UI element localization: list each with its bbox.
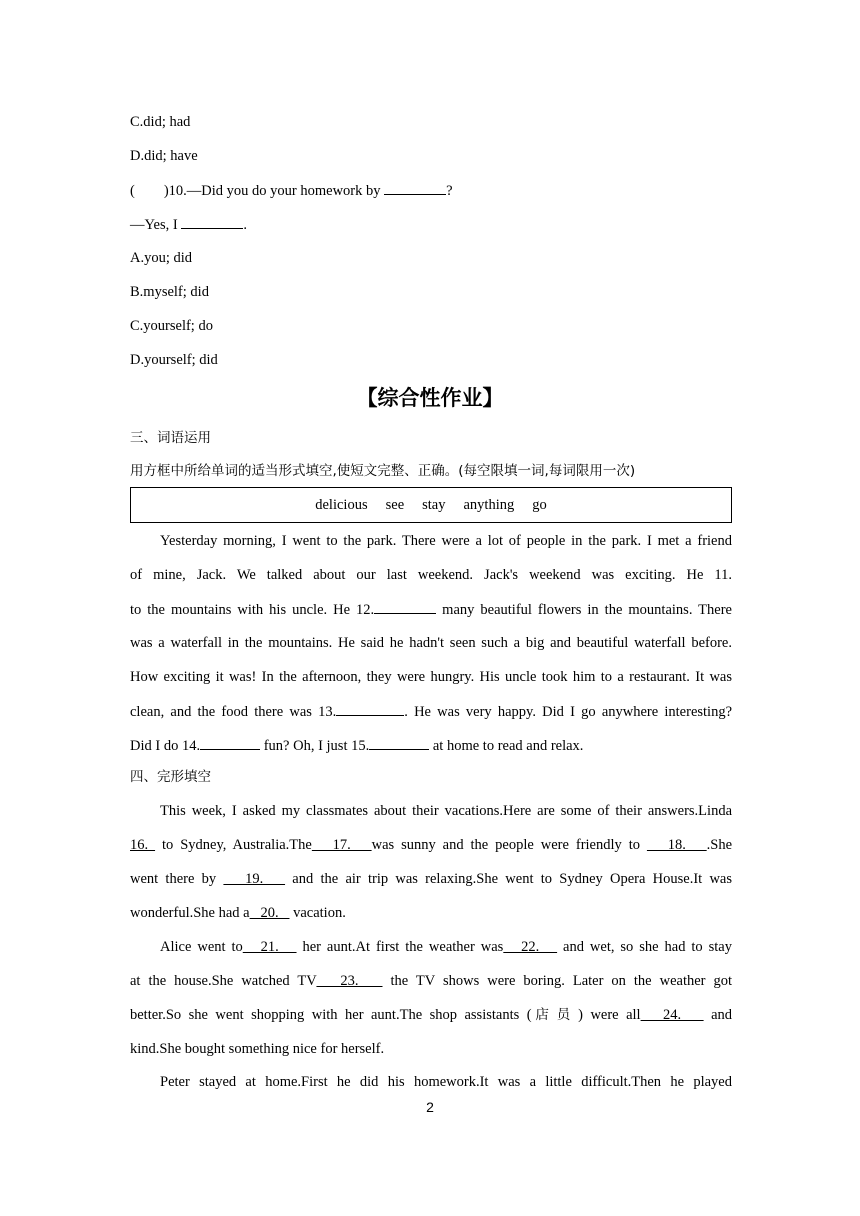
q9-option-c: C.did; had [130,114,191,130]
cloze-blank-24[interactable]: 24. [640,1007,704,1023]
q10-option-d: D.yourself; did [130,352,218,368]
passage2-text: at the house.She watched TV [130,973,317,989]
answer-blank[interactable] [384,180,446,195]
cloze-blank-17[interactable]: 17. [311,837,372,853]
cloze-blank-19[interactable]: 19. [223,871,286,887]
part4-heading: 四、完形填空 [130,769,211,785]
q10-answer-end: . [243,217,247,233]
passage2-text: vacation. [289,905,346,921]
q10-stem [130,180,453,201]
passage2-line [130,1005,732,1025]
passage2-line [130,903,732,923]
passage2-line [130,869,732,889]
q10-stem-text: 10.—Did you do your homework by [168,183,385,199]
passage1-line [130,735,732,756]
passage1-line: How exciting it was! In the afternoon, they were hungry. His uncle took him to a restaurant. It was [130,669,732,685]
word-box-item: delicious [315,496,368,513]
passage2-line: kind.She bought something nice for herself. [130,1041,385,1057]
passage2-line: Peter stayed at home.First he did his homework.It was a little difficult.Then he played [160,1074,732,1090]
word-box-item: anything [463,496,515,513]
word-box [130,487,732,523]
cloze-blank-22[interactable]: 22. [503,939,558,955]
q10-option-c: C.yourself; do [130,318,213,334]
passage1-text: . He was very happy. Did I go anywhere interesting? [404,704,733,720]
passage1-line [130,599,732,620]
answer-blank[interactable] [369,735,429,750]
word-box-item: see [385,496,405,513]
cloze-blank-16[interactable]: 16. [130,837,156,853]
answer-blank[interactable] [181,214,243,229]
passage2-text: her aunt.At first the weather was [296,939,504,955]
passage1-line: of mine, Jack. We talked about our last weekend. Jack's weekend was exciting. He 11. [130,567,732,583]
q10-answer-prefix: —Yes, I [130,217,182,233]
passage1-text: clean, and the food there was 13. [130,704,337,720]
passage1-text: at home to read and relax. [429,738,584,754]
passage2-text: went there by [130,871,224,887]
passage2-line: This week, I asked my classmates about their vacations.Here are some of their answers.Linda [160,803,732,819]
passage2-line [130,971,732,991]
passage1-text: fun? Oh, I just 15. [260,738,370,754]
passage1-line [130,701,732,722]
q10-option-a: A.you; did [130,250,193,266]
passage2-text: Alice went to [160,939,243,955]
passage1-line: was a waterfall in the mountains. He said he hadn't seen such a big and beautiful waterfall before. [130,635,732,651]
q10-answer-line [130,214,247,235]
passage2-text: and the air trip was relaxing.She went to Sydney Opera House.It was [285,871,733,887]
word-box-item: go [532,496,547,513]
passage2-line [130,937,732,957]
passage2-text: better.So she went shopping with her aunt.The shop assistants ( [130,1007,532,1023]
passage2-text: the TV shows were boring. Later on the weather got [382,973,733,989]
q10-stem-end: ? [446,183,453,199]
part3-instruction: 用方框中所给单词的适当形式填空,使短文完整、正确。(每空限填一词,每词限用一次) [130,463,636,479]
section-title: 【综合性作业】 [356,386,504,410]
page-number: 2 [426,1099,434,1115]
q10-option-b: B.myself; did [130,284,209,300]
answer-blank[interactable] [200,735,260,750]
passage2-text: and [703,1007,733,1023]
cloze-blank-23[interactable]: 23. [316,973,383,989]
passage2-text: to Sydney, Australia.The [155,837,312,853]
passage2-text: was sunny and the people were friendly to [371,837,647,853]
cloze-blank-20[interactable]: 20. [249,905,290,921]
answer-blank[interactable] [374,599,436,614]
passage1-text: to the mountains with his uncle. He 12. [130,602,375,618]
passage2-chinese-gloss: 店员 [531,1007,579,1023]
answer-blank[interactable] [336,701,404,716]
cloze-blank-18[interactable]: 18. [646,837,707,853]
passage2-text: and wet, so she had to stay [557,939,732,955]
answer-bracket: ( ) [130,183,169,199]
part3-heading: 三、词语运用 [130,430,211,446]
passage2-text: .She [706,837,733,853]
word-box-item: stay [422,496,446,513]
cloze-blank-21[interactable]: 21. [242,939,297,955]
q9-option-d: D.did; have [130,148,198,164]
passage2-text: ) were all [578,1007,641,1023]
passage1-line: Yesterday morning, I went to the park. There were a lot of people in the park. I met a friend [160,533,732,549]
passage2-line [130,835,732,855]
passage2-text: wonderful.She had a [130,905,250,921]
passage1-text: Did I do 14. [130,738,201,754]
passage1-text: many beautiful flowers in the mountains. There [436,602,732,618]
